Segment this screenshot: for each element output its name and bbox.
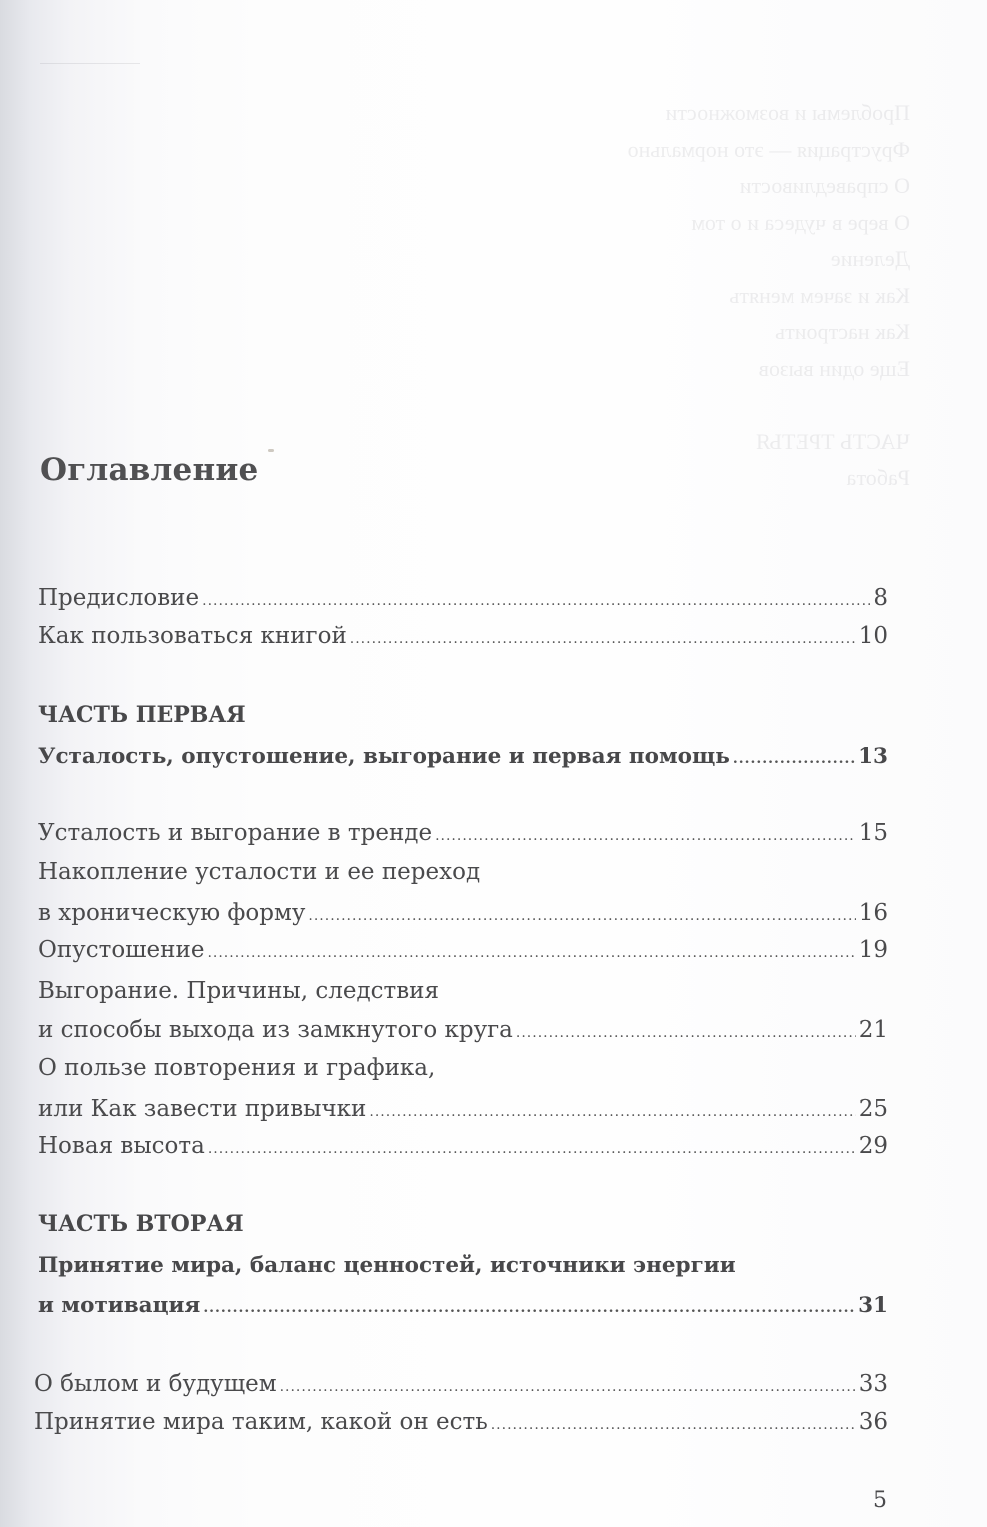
- toc-entry-chapter[interactable]: [38, 898, 888, 931]
- dot-leader: [208, 1134, 856, 1164]
- entry-page-number: 29: [858, 1133, 888, 1159]
- entry-label-line[interactable]: Накопление усталости и ее переход: [38, 859, 481, 885]
- toc-entry-how-to-use[interactable]: [38, 621, 888, 654]
- entry-page-number: 31: [858, 1293, 888, 1318]
- bleed-line: Деление: [830, 246, 910, 271]
- dot-leader: [435, 821, 856, 851]
- entry-page-number: 21: [858, 1017, 888, 1043]
- entry-label: Усталость и выгорание в тренде: [38, 820, 433, 846]
- entry-label: Как пользоваться книгой: [38, 623, 347, 649]
- entry-label: Усталость, опустошение, выгорание и первая помощь: [38, 744, 730, 769]
- bleed-line: [40, 387, 910, 424]
- entry-label: Новая высота: [38, 1133, 205, 1159]
- toc-entry-chapter[interactable]: [34, 1369, 888, 1402]
- part-heading-2: ЧАСТЬ ВТОРАЯ: [38, 1211, 244, 1237]
- entry-page-number: 8: [873, 585, 888, 611]
- part-heading-1: ЧАСТЬ ПЕРВАЯ: [38, 702, 246, 728]
- toc-entry-preface[interactable]: [38, 583, 888, 616]
- dot-leader: [308, 901, 855, 931]
- page-number: 5: [873, 1488, 887, 1513]
- bleed-line: ЧАСТЬ ТРЕТЬЯ: [755, 428, 910, 454]
- toc-part-1-title[interactable]: [38, 742, 888, 774]
- dot-leader: [516, 1018, 856, 1048]
- bleed-line: Еще один вызов: [758, 355, 910, 381]
- entry-label: в хроническую форму: [38, 900, 306, 926]
- bleed-line: Фрустрация — это нормально: [627, 136, 910, 162]
- entry-label: и способы выхода из замкнутого круга: [38, 1017, 513, 1043]
- bleed-line: О вере в чудеса и о том: [691, 209, 910, 235]
- toc-entry-chapter[interactable]: [38, 1015, 888, 1048]
- dot-leader: [202, 586, 870, 616]
- entry-label: Опустошение: [38, 937, 205, 963]
- toc-entry-chapter[interactable]: [38, 818, 888, 851]
- part-2-title-line[interactable]: Принятие мира, баланс ценностей, источники энергии: [38, 1253, 736, 1278]
- bleed-line: Проблемы и возможности: [665, 100, 910, 125]
- entry-page-number: 25: [858, 1096, 888, 1122]
- entry-label-line[interactable]: О пользе повторения и графика,: [38, 1055, 436, 1081]
- toc-entry-chapter[interactable]: [38, 1131, 888, 1164]
- bleed-line: О справедливости: [739, 173, 910, 198]
- bleed-line: Как настроить: [775, 319, 910, 344]
- toc-entry-chapter[interactable]: [38, 1094, 888, 1127]
- dot-leader: [350, 624, 856, 654]
- toc-entry-chapter[interactable]: [34, 1407, 888, 1440]
- dot-leader: [203, 1293, 855, 1323]
- paper-speck: [268, 449, 274, 452]
- entry-page-number: 36: [858, 1409, 888, 1435]
- entry-page-number: 16: [858, 900, 888, 926]
- entry-label: О былом и будущем: [34, 1371, 277, 1397]
- bleed-through-text: [40, 95, 910, 497]
- dot-leader: [733, 744, 855, 774]
- entry-page-number: 13: [858, 744, 888, 769]
- toc-entry-chapter[interactable]: [38, 935, 888, 968]
- entry-label: Принятие мира таким, какой он есть: [34, 1409, 488, 1435]
- dot-leader: [207, 938, 855, 968]
- entry-page-number: 33: [858, 1371, 888, 1397]
- entry-label: и мотивация: [38, 1293, 201, 1318]
- dot-leader: [369, 1097, 855, 1127]
- entry-page-number: 15: [858, 820, 888, 846]
- entry-page-number: 10: [858, 623, 888, 649]
- dot-leader: [491, 1410, 856, 1440]
- dot-leader: [280, 1372, 856, 1402]
- entry-page-number: 19: [858, 937, 888, 963]
- page-title: Оглавление: [40, 452, 259, 488]
- toc-part-2-title[interactable]: [38, 1291, 888, 1323]
- entry-label: или Как завести привычки: [38, 1096, 367, 1122]
- bleed-through-rule: [40, 63, 140, 64]
- entry-label: Предисловие: [38, 585, 200, 611]
- entry-label-line[interactable]: Выгорание. Причины, следствия: [38, 978, 439, 1004]
- bleed-line: Как и зачем менять: [729, 282, 910, 308]
- bleed-line: Работа: [846, 465, 910, 490]
